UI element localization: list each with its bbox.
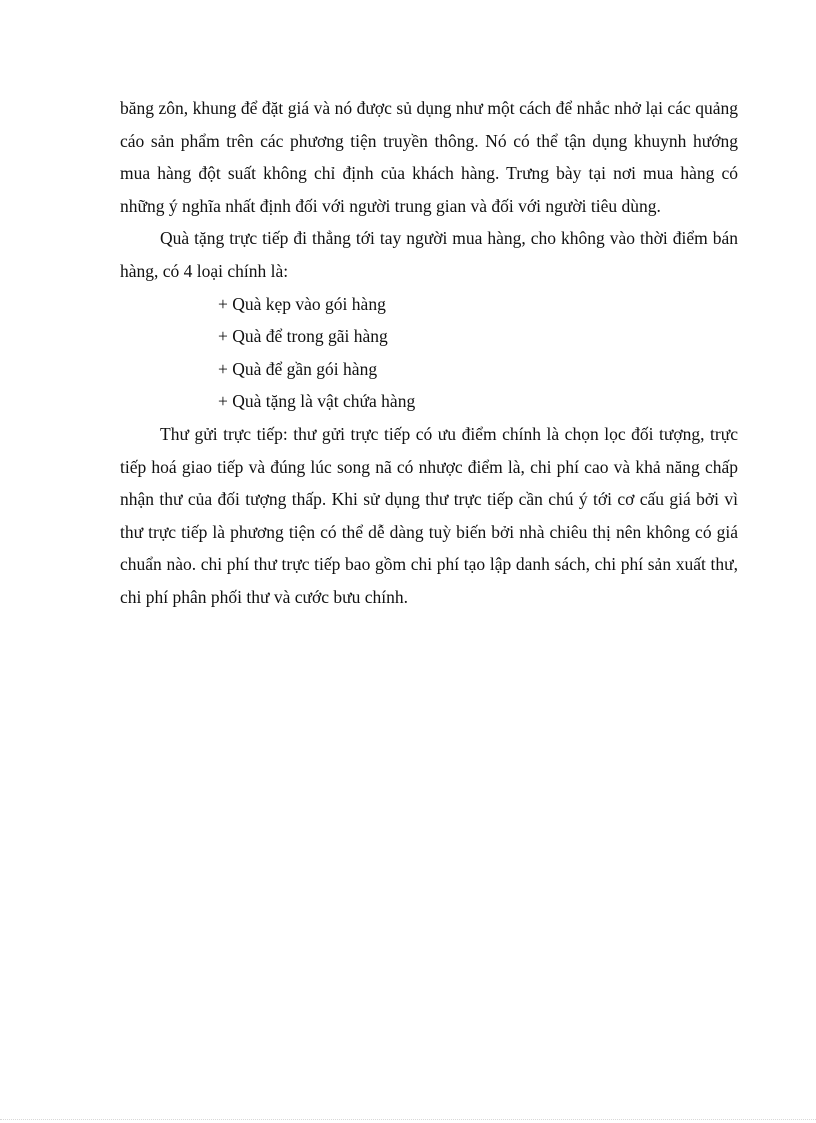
gift-types-list	[120, 288, 738, 418]
paragraph-direct-mail: Thư gửi trực tiếp: thư gửi trực tiếp có ưu điểm chính là chọn lọc đối tượng, trực tiếp hoá giao tiếp và đúng lúc song nã có nhược điểm là, chi phí cao và khả năng chấp nhận thư của đối tượng thấp. Khi sử dụng thư trực tiếp cần chú ý tới cơ cấu giá bởi vì thư trực tiếp là phương tiện có thể dễ dàng tuỳ biến bởi nhà chiêu thị nên không có giá chuẩn nào. chi phí thư trực tiếp bao gồm chi phí tạo lập danh sách, chi phí sản xuất thư, chi phí phân phối thư và cước bưu chính.	[120, 423, 738, 607]
list-item: + Quà để trong gãi hàng	[218, 326, 388, 347]
list-item: + Quà tặng là vật chứa hàng	[218, 391, 416, 412]
paragraph-direct-gifts: Quà tặng trực tiếp đi thẳng tới tay người mua hàng, cho không vào thời điểm bán hàng, có 4 loại chính là:	[120, 228, 738, 281]
list-item: + Quà để gần gói hàng	[218, 358, 378, 379]
body-text	[120, 92, 738, 614]
page-bottom-divider	[0, 1119, 816, 1120]
list-item: + Quà kẹp vào gói hàng	[218, 293, 386, 314]
paragraph-display-continuation: băng zôn, khung để đặt giá và nó được sủ dụng như một cách để nhắc nhở lại các quảng cáo sản phẩm trên các phương tiện truyền thông. Nó có thể tận dụng khuynh hướng mua hàng đột suất không chỉ định của khách hàng. Trưng bày tại nơi mua hàng có những ý nghĩa nhất định đối với người trung gian và đối với người tiêu dùng.	[120, 98, 738, 216]
